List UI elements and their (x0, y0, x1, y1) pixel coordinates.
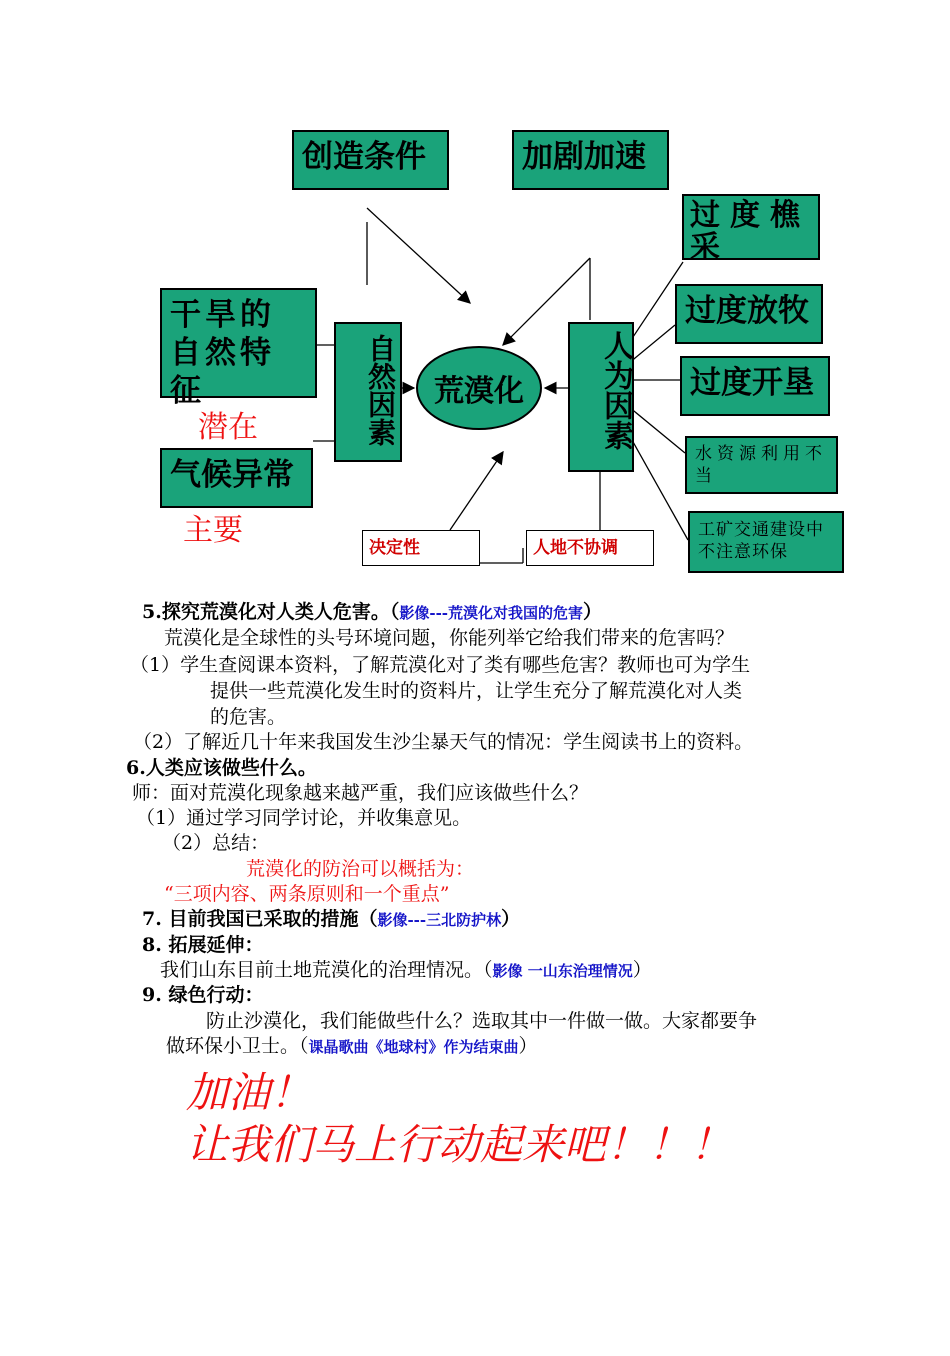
overcutting-box: 过度樵采 (682, 194, 820, 260)
natural-factor-box: 自然因素 (334, 322, 402, 462)
decisive-box: 决定性 (362, 530, 480, 566)
climate-box: 气候异常 (160, 448, 313, 508)
slogan-action: 让我们马上行动起来吧！！！ (186, 1120, 733, 1169)
section6-item2: （2）总结： (162, 832, 270, 854)
drought-box: 干旱的自然特征 (160, 288, 317, 398)
section6-item1: （1）通过学习同学讨论，并收集意见。 (136, 807, 472, 829)
desertification-diagram (0, 0, 950, 600)
section5-item2: （2）了解近几十年来我国发生沙尘暴天气的情况：学生阅读书上的资料。 (133, 731, 754, 753)
song-note: 课晶歌曲《地球村》作为结束曲 (308, 1038, 519, 1056)
video-link-shelterbelt: 影像---三北防护林 (377, 911, 502, 929)
slogan-cheer: 加油！ (186, 1068, 313, 1117)
desertification-center: 荒漠化 (416, 346, 542, 430)
section8-title: 8. 拓展延伸： (142, 934, 264, 956)
section5-item1-line3: 的危害。 (210, 706, 287, 728)
section6-summary-line1: 荒漠化的防治可以概括为： (246, 858, 475, 880)
create-conditions-box: 创造条件 (292, 130, 449, 190)
intensify-box: 加剧加速 (512, 130, 669, 190)
human-factor-box: 人为因素 (568, 322, 634, 472)
overcultivation-box: 过度开垦 (680, 356, 830, 416)
potential-label: 潜在 (198, 410, 258, 445)
section5-title: 5.探究荒漠化对人类人危害。（影像---荒漠化对我国的危害） (142, 601, 603, 623)
section6-teacher: 师：面对荒漠化现象越来越严重，我们应该做些什么？ (132, 782, 589, 804)
video-link-shandong: 影像 一山东治理情况 (492, 962, 633, 980)
section5-item1-line2: 提供一些荒漠化发生时的资料片，让学生充分了解荒漠化对人类 (210, 680, 743, 702)
section9-line1: 防止沙漠化，我们能做些什么？选取其中一件做一做。大家都要争 (206, 1010, 758, 1032)
main-label: 主要 (183, 513, 243, 548)
mining-box: 工矿交通建设中不注意环保 (688, 511, 844, 573)
overgrazing-box: 过度放牧 (675, 284, 823, 344)
section6-summary-line2: “三项内容、两条原则和一个重点” (164, 883, 450, 905)
section5-question: 荒漠化是全球性的头号环境问题，你能列举它给我们带来的危害吗？ (164, 627, 735, 649)
imbalance-box: 人地不协调 (526, 530, 654, 566)
section6-title: 6.人类应该做些什么。 (126, 757, 317, 779)
section9-title: 9. 绿色行动： (142, 984, 264, 1006)
video-link-harm: 影像---荒漠化对我国的危害 (399, 604, 584, 622)
section8-text: 我们山东目前土地荒漠化的治理情况。（影像 一山东治理情况） (160, 959, 652, 981)
section7-title: 7. 目前我国已采取的措施（影像---三北防护林） (142, 908, 521, 930)
water-misuse-box: 水资源利用不当 (685, 436, 838, 494)
section9-line2: 做环保小卫士。（课晶歌曲《地球村》作为结束曲） (166, 1035, 538, 1057)
section5-item1-line1: （1）学生查阅课本资料，了解荒漠化对了类有哪些危害？教师也可为学生 (130, 654, 751, 676)
